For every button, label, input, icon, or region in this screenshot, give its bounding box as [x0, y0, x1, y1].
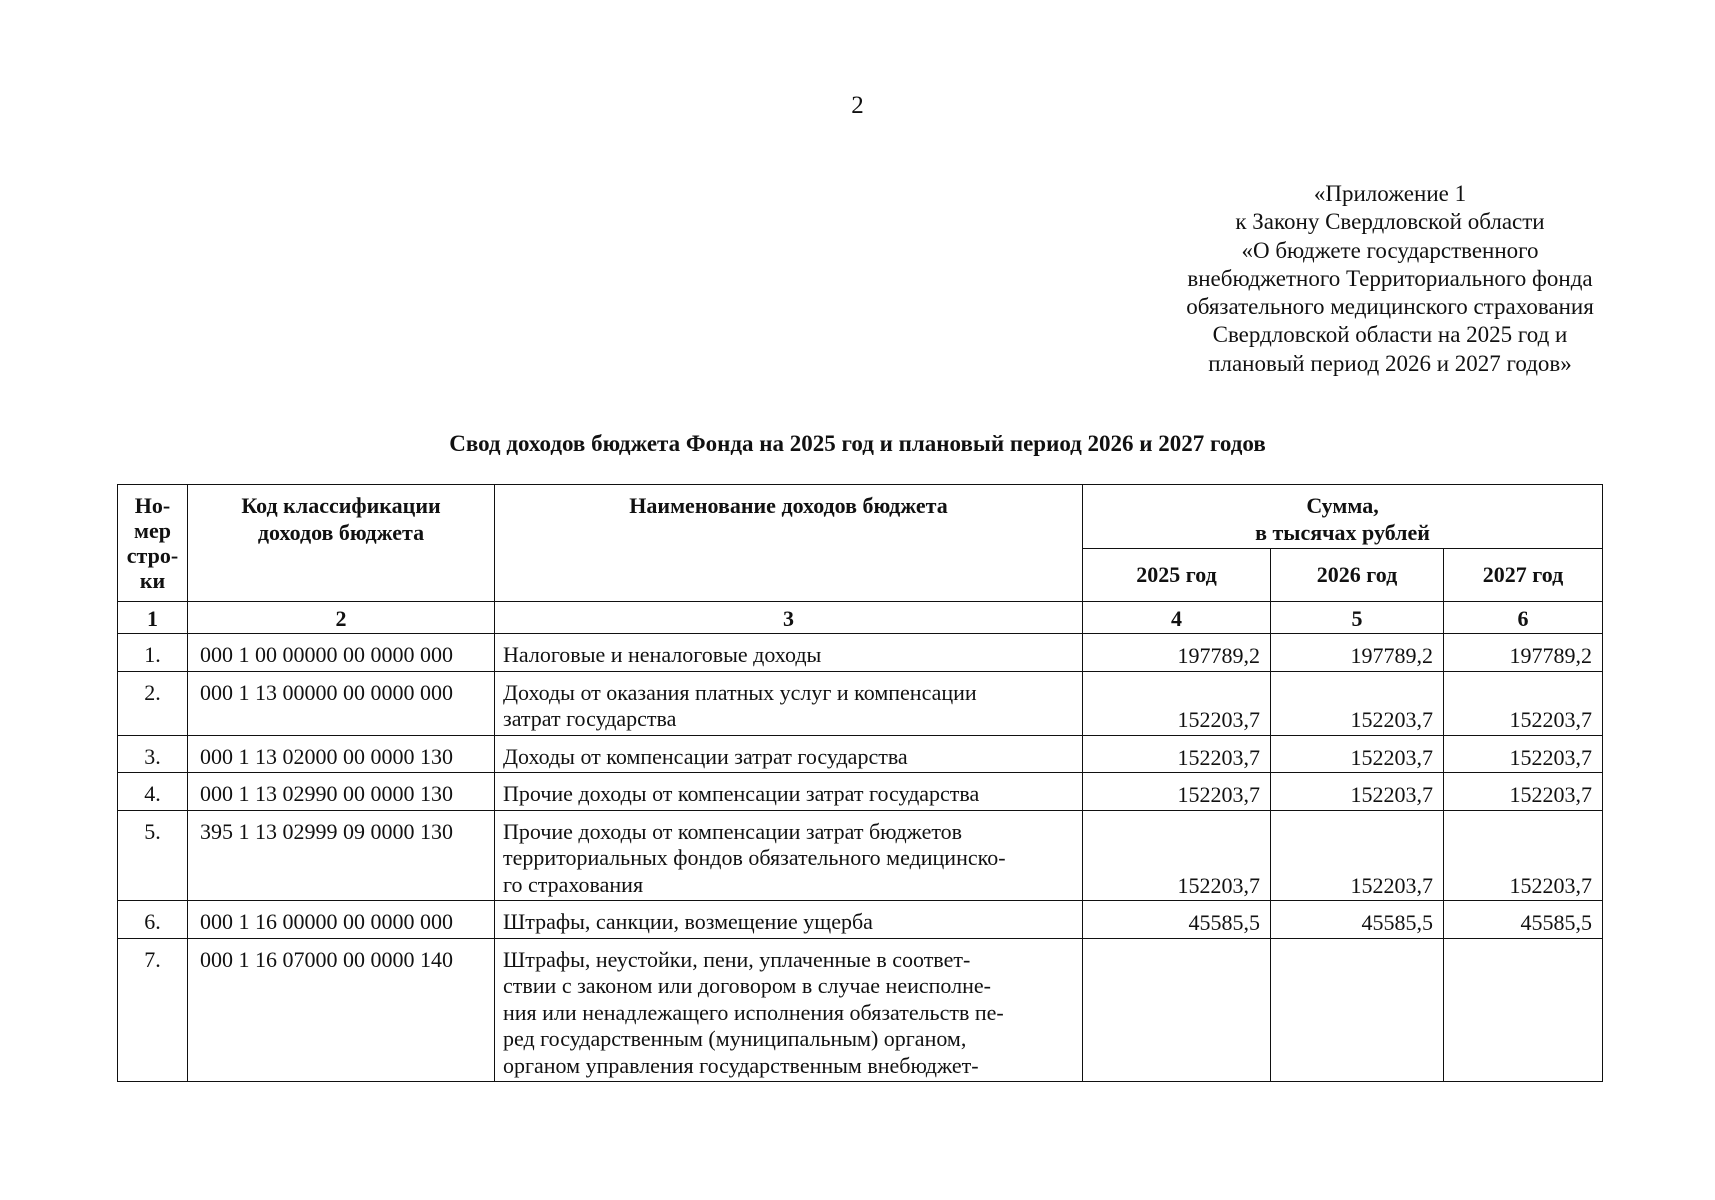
row-number: 5. [118, 810, 188, 901]
page-number: 2 [851, 92, 864, 119]
row-number: 4. [118, 773, 188, 811]
income-name-line: территориальных фондов обязательного медицинско- [503, 845, 1006, 870]
header-row-number-line: стро- [126, 543, 179, 568]
classification-code: 000 1 13 02990 00 0000 130 [188, 773, 495, 811]
appendix-line: Свердловской области на 2025 год и [1212, 322, 1568, 348]
income-name-line: Прочие доходы от компенсации затрат государства [503, 781, 980, 806]
income-name-line: Штрафы, неустойки, пени, уплаченные в соответ- [503, 946, 971, 972]
amount-2027: 152203,7 [1444, 773, 1603, 811]
classification-code: 000 1 13 02000 00 0000 130 [188, 735, 495, 773]
appendix-reference [1140, 180, 1640, 378]
amount-2026: 152203,7 [1271, 735, 1444, 773]
appendix-line: к Закону Свердловской области [1235, 209, 1545, 235]
header-code-line: доходов бюджета [257, 519, 425, 545]
amount-2027: 45585,5 [1444, 901, 1603, 939]
amount-2025: 45585,5 [1083, 901, 1271, 939]
header-row [118, 485, 1603, 549]
header-sum-line: Сумма, [1306, 493, 1379, 518]
header-row-number-line: ки [139, 568, 166, 593]
income-name-line: Налоговые и неналоговые доходы [503, 642, 822, 667]
income-name [495, 810, 1083, 901]
header-year-2025: 2025 год [1083, 549, 1271, 602]
appendix-line: плановый период 2026 и 2027 годов» [1208, 350, 1572, 376]
amount-2027: 152203,7 [1444, 810, 1603, 901]
income-name-line: затрат государства [503, 706, 677, 731]
table-row [118, 773, 1603, 811]
income-name-line: Штрафы, санкции, возмещение ущерба [503, 909, 873, 934]
classification-code: 000 1 16 07000 00 0000 140 [188, 938, 495, 1082]
income-name [495, 901, 1083, 939]
classification-code: 000 1 00 00000 00 0000 000 [188, 634, 495, 672]
income-name-line: го страхования [503, 871, 644, 897]
amount-2025: 197789,2 [1083, 634, 1271, 672]
column-index: 1 [118, 602, 188, 634]
column-index: 6 [1444, 602, 1603, 634]
amount-2026: 152203,7 [1271, 671, 1444, 735]
row-number: 6. [118, 901, 188, 939]
income-table [117, 484, 1603, 1082]
table-row [118, 901, 1603, 939]
income-name-line: Доходы от компенсации затрат государства [503, 743, 908, 769]
appendix-line: обязательного медицинского страхования [1186, 294, 1594, 320]
appendix-line: «Приложение 1 [1313, 181, 1467, 206]
amount-2025: 152203,7 [1083, 810, 1271, 901]
income-name [495, 671, 1083, 735]
income-name-line: Прочие доходы от компенсации затрат бюджетов [503, 818, 963, 844]
amount-2027 [1444, 938, 1603, 1082]
appendix-line: «О бюджете государственного [1241, 237, 1539, 263]
column-index: 4 [1083, 602, 1271, 634]
header-sum [1083, 485, 1603, 549]
income-name-line: Доходы от оказания платных услуг и компенсации [503, 679, 977, 705]
classification-code: 395 1 13 02999 09 0000 130 [188, 810, 495, 901]
income-name [495, 938, 1083, 1082]
header-code-line: Код классификации [241, 493, 441, 518]
row-number: 3. [118, 735, 188, 773]
classification-code: 000 1 13 00000 00 0000 000 [188, 671, 495, 735]
table-row [118, 671, 1603, 735]
row-number: 1. [118, 634, 188, 672]
table-row [118, 938, 1603, 1082]
row-number: 7. [118, 938, 188, 1082]
appendix-line: внебюджетного Территориального фонда [1187, 265, 1593, 291]
income-name-line: ствии с законом или договором в случае неисполне- [503, 973, 991, 998]
income-name [495, 634, 1083, 672]
amount-2026: 152203,7 [1271, 810, 1444, 901]
header-code [188, 485, 495, 602]
column-index: 2 [188, 602, 495, 634]
classification-code: 000 1 16 00000 00 0000 000 [188, 901, 495, 939]
amount-2025: 152203,7 [1083, 773, 1271, 811]
amount-2026 [1271, 938, 1444, 1082]
amount-2025: 152203,7 [1083, 671, 1271, 735]
header-name: Наименование доходов бюджета [495, 485, 1083, 602]
column-index: 3 [495, 602, 1083, 634]
amount-2027: 197789,2 [1444, 634, 1603, 672]
column-index: 5 [1271, 602, 1444, 634]
amount-2025 [1083, 938, 1271, 1082]
amount-2025: 152203,7 [1083, 735, 1271, 773]
header-sum-line: в тысячах рублей [1255, 519, 1430, 545]
header-row-number-line: мер [134, 518, 171, 543]
table-row [118, 634, 1603, 672]
table-row [118, 735, 1603, 773]
table-row [118, 810, 1603, 901]
amount-2027: 152203,7 [1444, 671, 1603, 735]
header-year-2027: 2027 год [1444, 549, 1603, 602]
header-year-2026: 2026 год [1271, 549, 1444, 602]
amount-2026: 152203,7 [1271, 773, 1444, 811]
income-name-line: ред государственным (муниципальным) органом, [503, 1026, 967, 1051]
row-number: 2. [118, 671, 188, 735]
amount-2026: 197789,2 [1271, 634, 1444, 672]
amount-2027: 152203,7 [1444, 735, 1603, 773]
income-name-line: ния или ненадлежащего исполнения обязательств пе- [503, 999, 1004, 1025]
column-index-row [118, 602, 1603, 634]
document-title: Свод доходов бюджета Фонда на 2025 год и плановый период 2026 и 2027 годов [449, 431, 1266, 456]
income-name [495, 773, 1083, 811]
header-row-number-line: Но- [134, 493, 171, 518]
income-name-line: органом управления государственным внебюджет- [503, 1052, 979, 1078]
amount-2026: 45585,5 [1271, 901, 1444, 939]
income-name [495, 735, 1083, 773]
header-row-number [118, 485, 188, 602]
